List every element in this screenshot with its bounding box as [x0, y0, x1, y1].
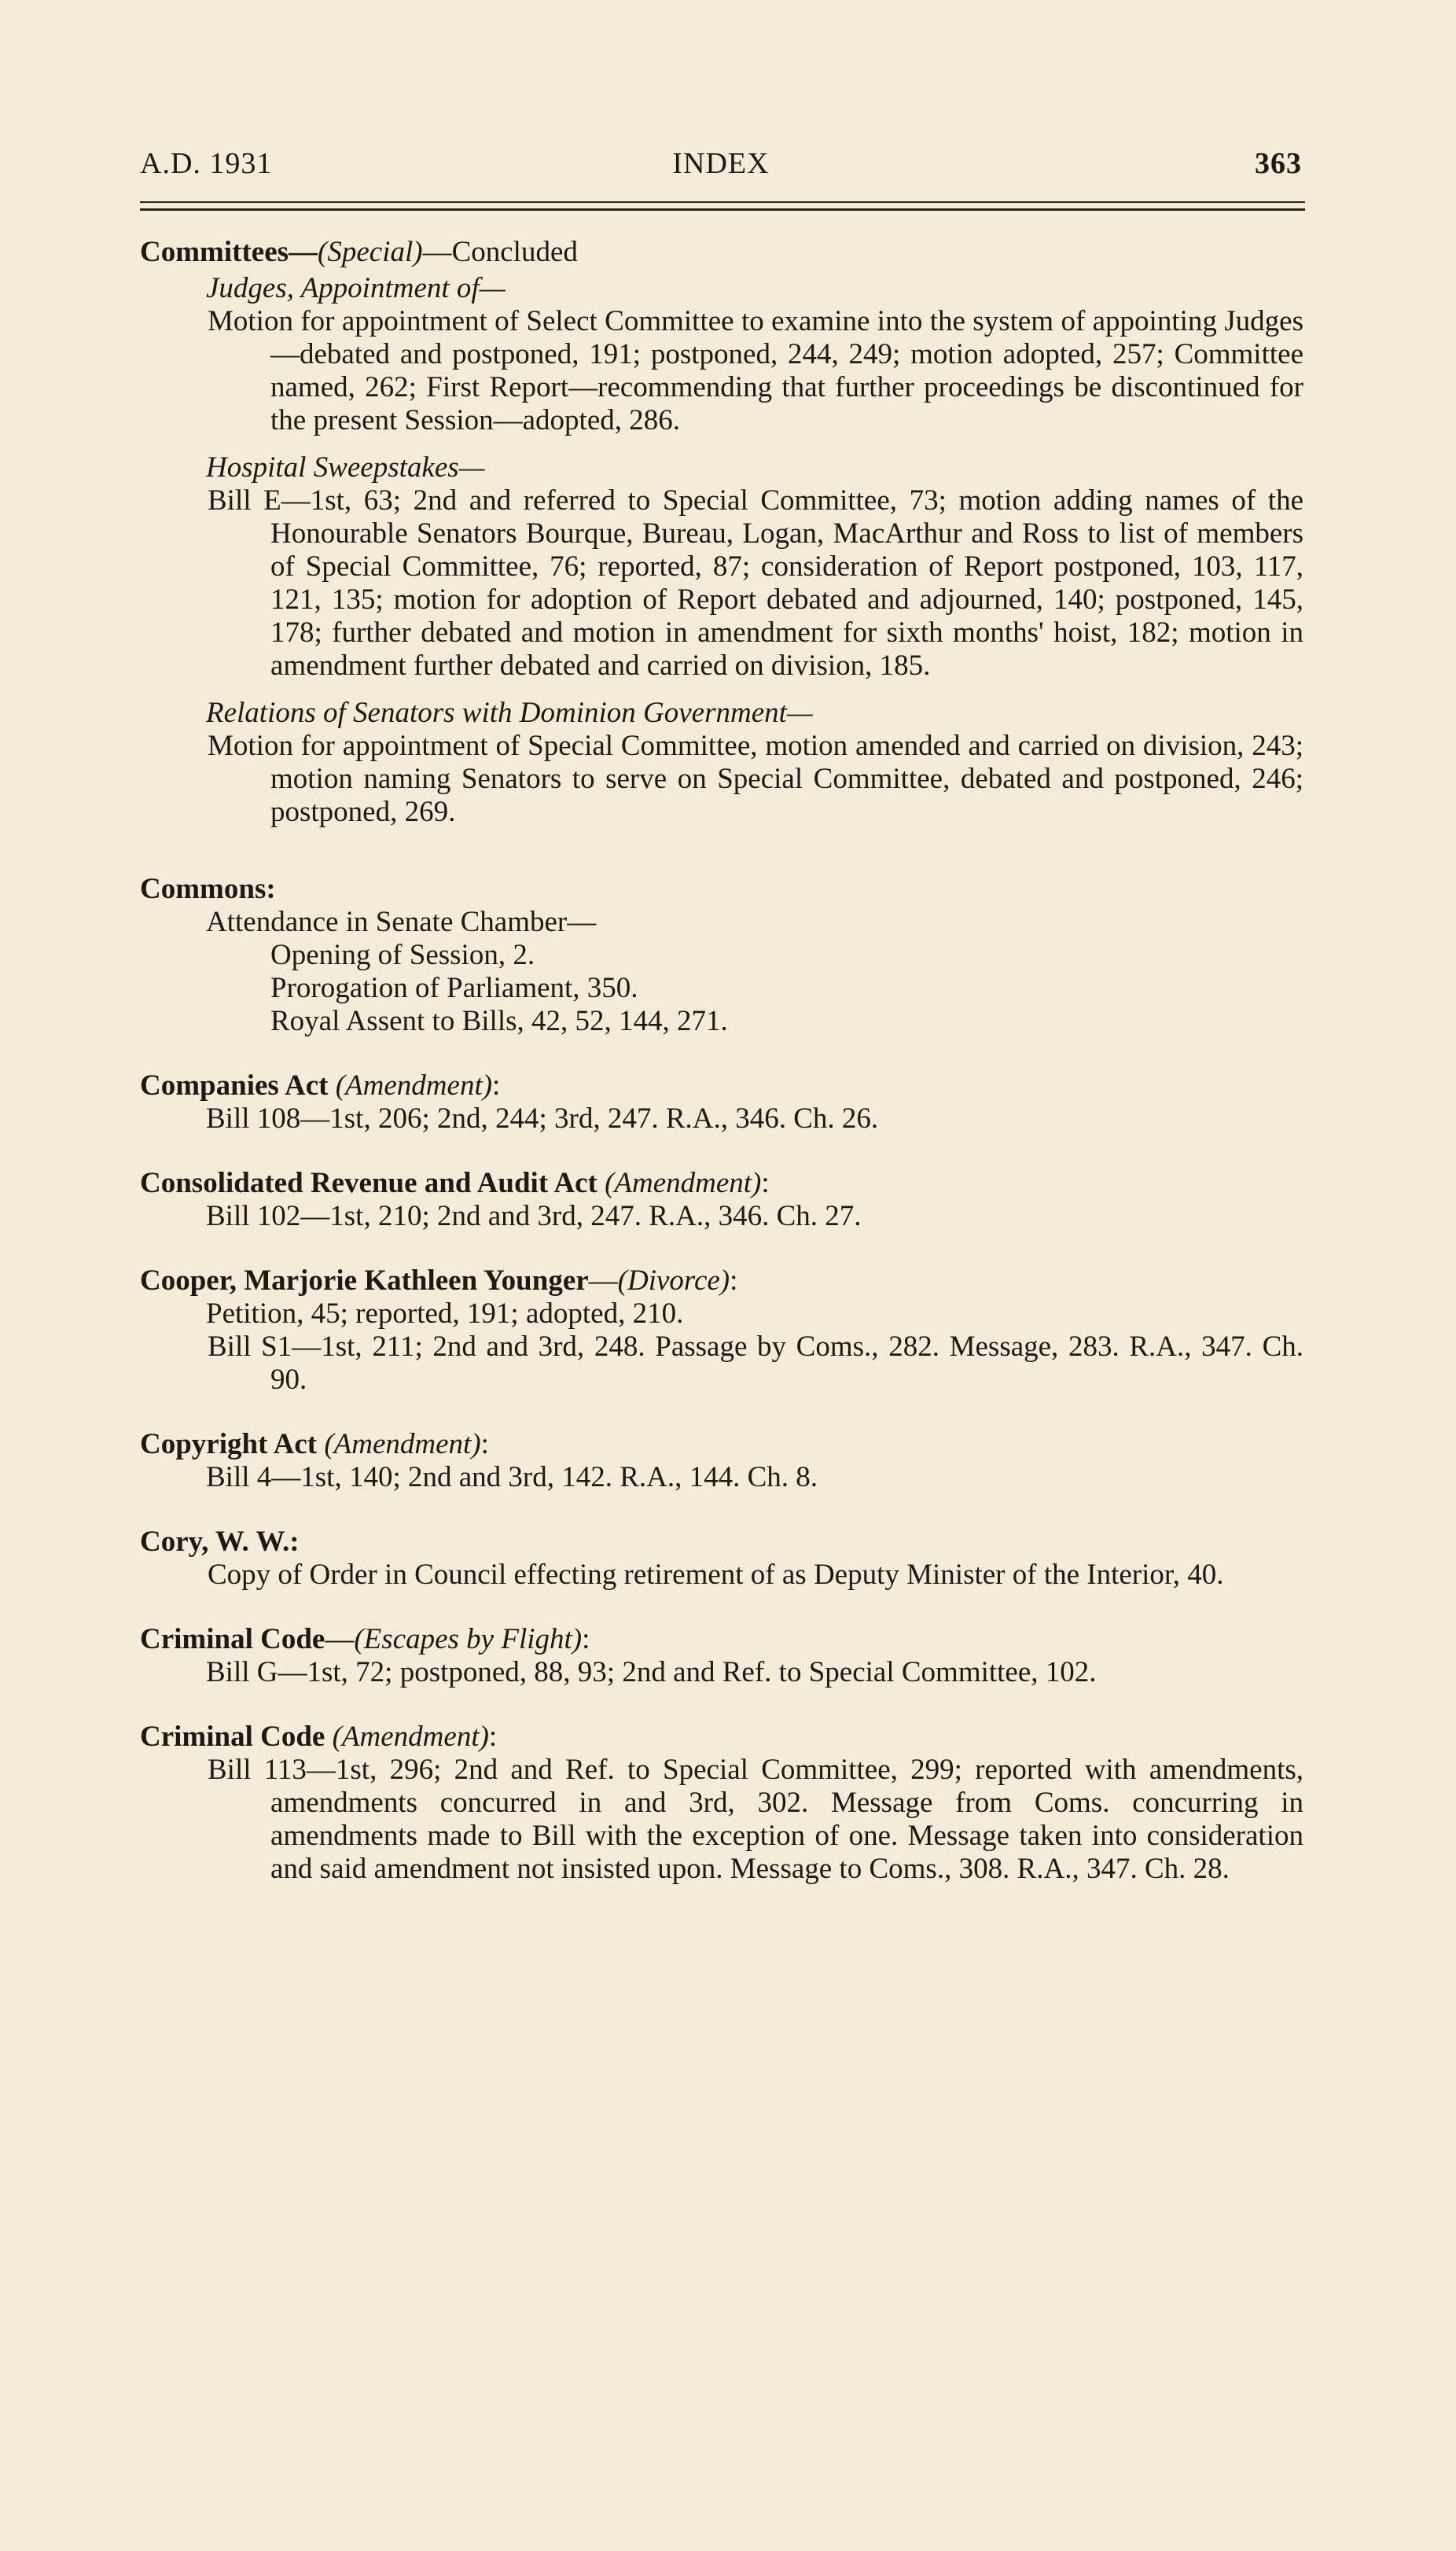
index-content	[140, 236, 1303, 1917]
heading-italic: (Amendment)	[605, 1167, 762, 1199]
commons-opening: Opening of Session, 2.	[270, 939, 535, 971]
entry-heading	[140, 1623, 1303, 1656]
subentry-heading: Relations of Senators with Dominion Government—	[206, 697, 813, 729]
heading-tail: :	[730, 1264, 738, 1297]
heading-bold: Consolidated Revenue and Audit Act	[140, 1167, 597, 1199]
heading-tail: —Concluded	[422, 236, 578, 268]
heading-tail: :	[582, 1623, 590, 1655]
page-header	[140, 140, 1302, 187]
heading-dash: —	[588, 1264, 618, 1297]
cooper-petition: Petition, 45; reported, 191; adopted, 210.	[206, 1298, 684, 1330]
entry-heading	[140, 1526, 1303, 1559]
heading-tail: :	[761, 1167, 770, 1199]
entry-criminal-code-escapes	[140, 1623, 1303, 1689]
entry-text: Bill 102—1st, 210; 2nd and 3rd, 247. R.A., 346. Ch. 27.	[206, 1200, 862, 1232]
entry-text: Bill G—1st, 72; postponed, 88, 93; 2nd and Ref. to Special Committee, 102.	[206, 1656, 1097, 1688]
header-rule-thick	[140, 208, 1305, 211]
heading-dash: —	[289, 236, 318, 268]
entry-commons	[140, 873, 1303, 1038]
entry-consolidated-revenue	[140, 1167, 1303, 1233]
heading-italic: (Amendment)	[335, 1069, 493, 1102]
heading-italic: (Amendment)	[324, 1428, 481, 1460]
entry-text: Bill 108—1st, 206; 2nd, 244; 3rd, 247. R.A., 346. Ch. 26.	[206, 1102, 879, 1135]
entry-text: Bill 4—1st, 140; 2nd and 3rd, 142. R.A., 144. Ch. 8.	[206, 1461, 818, 1493]
entry-committees	[140, 236, 1303, 829]
heading-tail: :	[488, 1721, 498, 1753]
entry-cooper	[140, 1264, 1303, 1397]
entry-heading	[140, 1167, 1303, 1200]
entry-heading	[140, 236, 1303, 269]
entry-heading	[140, 873, 1303, 906]
subentry-text: Bill E—1st, 63; 2nd and referred to Special Committee, 73; motion adding names of the Honourable Senators Bourque, Bureau, Logan, MacArthur and Ross to list of members of Special Committee, 76; reported, 87; consideration of Report postponed, 103, 117, 121, 135; motion for adoption of Report debated and adjourned, 140; postponed, 145, 178; further debated and motion in amendment for sixth months' hoist, 182; motion in amendment further debated and carried on division, 185.	[208, 484, 1303, 682]
heading-italic: (Escapes by Flight)	[354, 1623, 583, 1655]
entry-cory	[140, 1526, 1303, 1592]
header-year: A.D. 1931	[140, 147, 273, 180]
subentry-judges	[140, 272, 1303, 437]
subentry-relations-of-senators	[140, 697, 1303, 829]
entry-copyright-act	[140, 1428, 1303, 1494]
page-number: 363	[1255, 147, 1302, 180]
heading-bold: Cooper, Marjorie Kathleen Younger	[140, 1264, 589, 1297]
cooper-bill: Bill S1—1st, 211; 2nd and 3rd, 248. Passage by Coms., 282. Message, 283. R.A., 347. Ch. 90.	[208, 1331, 1303, 1396]
heading-dash: —	[325, 1623, 355, 1655]
heading-tail: :	[480, 1428, 489, 1460]
header-rule-thin	[140, 201, 1305, 203]
entry-heading	[140, 1069, 1303, 1102]
heading-italic: (Special)	[318, 236, 423, 268]
entry-text: Copy of Order in Council effecting retirement of as Deputy Minister of the Interior, 40.	[208, 1559, 1224, 1591]
entry-heading	[140, 1428, 1303, 1461]
heading-bold: Copyright Act	[140, 1428, 318, 1460]
commons-attendance: Attendance in Senate Chamber—	[206, 906, 597, 938]
entry-text: Bill 113—1st, 296; 2nd and Ref. to Special Committee, 299; reported with amendments, amendments concurred in and 3rd, 302. Message from Coms. concurring in amendments made to Bill with the exception of one. Message taken into consideration and said amendment not insisted upon. Message to Coms., 308. R.A., 347. Ch. 28.	[208, 1754, 1303, 1885]
heading-bold: Criminal Code	[140, 1721, 325, 1753]
heading-bold: Commons:	[140, 873, 276, 905]
subentry-text: Motion for appointment of Select Committee to examine into the system of appointing Judges—debated and postponed, 191; postponed, 244, 249; motion adopted, 257; Committee named, 262; First Report—recommending that further proceedings be discontinued for the present Session—adopted, 286.	[208, 305, 1303, 436]
commons-prorogation: Prorogation of Parliament, 350.	[270, 972, 638, 1004]
subentry-text: Motion for appointment of Special Committee, motion amended and carried on division, 243; motion naming Senators to serve on Special Committee, debated and postponed, 246; postponed, 269.	[208, 730, 1303, 828]
header-title: INDEX	[672, 147, 770, 180]
heading-italic: (Amendment)	[332, 1721, 489, 1753]
entry-criminal-code-amendment	[140, 1721, 1303, 1886]
header-double-rule	[140, 201, 1305, 212]
heading-bold: Criminal Code	[140, 1623, 325, 1655]
heading-italic: (Divorce)	[617, 1264, 730, 1297]
heading-tail: :	[492, 1069, 501, 1102]
subentry-hospital-sweepstakes	[140, 451, 1303, 683]
subentry-heading: Judges, Appointment of—	[206, 272, 506, 304]
entry-companies-act	[140, 1069, 1303, 1136]
entry-heading	[140, 1264, 1303, 1298]
heading-bold: Committees	[140, 236, 289, 268]
subentry-heading: Hospital Sweepstakes—	[206, 451, 485, 484]
entry-heading	[140, 1721, 1303, 1754]
commons-royal-assent: Royal Assent to Bills, 42, 52, 144, 271.	[270, 1005, 728, 1037]
heading-bold: Cory, W. W.:	[140, 1526, 300, 1558]
heading-bold: Companies Act	[140, 1069, 329, 1102]
